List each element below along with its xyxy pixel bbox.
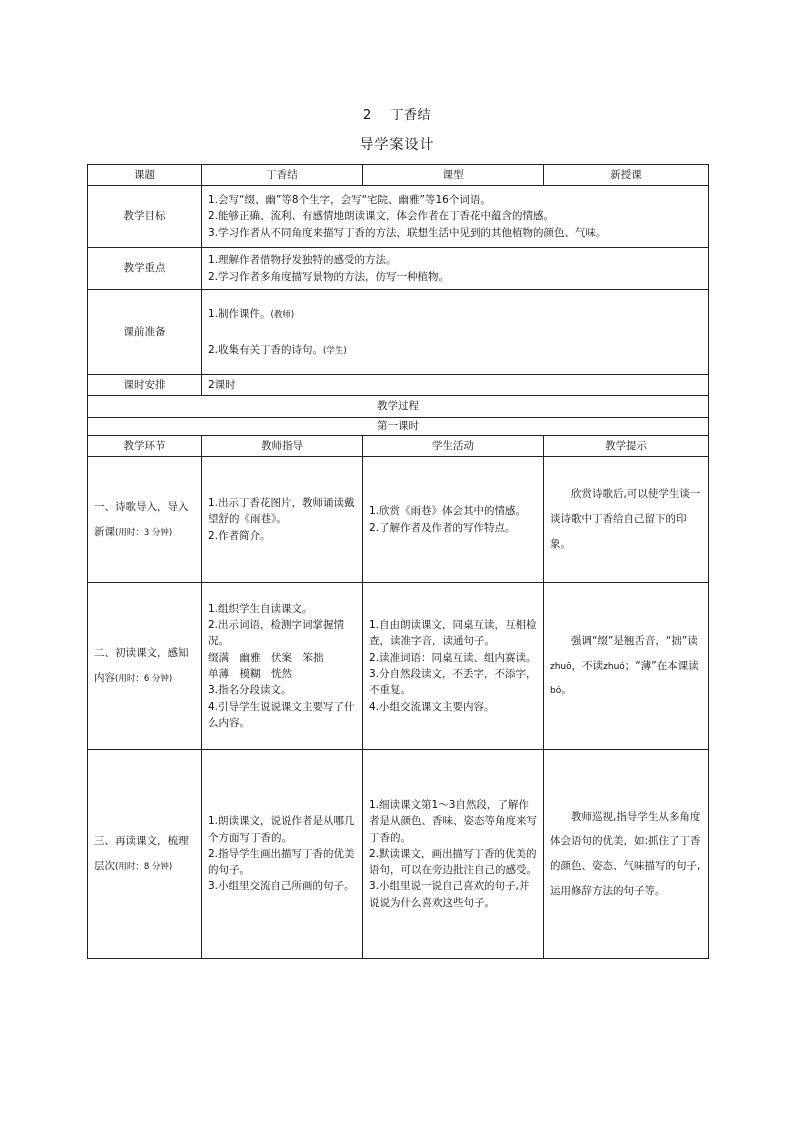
student-item: 3.小组里说一说自己喜欢的句子,并说说为什么喜欢这些句子。 <box>369 880 530 909</box>
teacher-item: 4.引导学生说说课文主要写了什么内容。 <box>208 700 355 729</box>
process-header-row <box>88 436 709 457</box>
teacher-item: 2.出示词语，检测字词掌握情况。 <box>208 619 345 648</box>
hint-text: 强调“缀”是翘舌音，“拙”读 <box>571 634 698 647</box>
student-item: 4.小组交流课文主要内容。 <box>369 700 495 713</box>
stage-time: (用时：6 分钟) <box>115 674 173 684</box>
stage-text: 二、初读课文，感知内容 <box>94 647 189 684</box>
teacher-item: 1.朗读课文，说说作者是从哪几个方面写丁香的。 <box>208 815 355 844</box>
step-hint: 欣赏诗歌后,可以使学生谈一谈诗歌中丁香给自己留下的印象。 <box>544 457 709 583</box>
hint-text: 。 <box>561 684 572 697</box>
student-item: 3.分自然段读文，不丢字，不添字，不重复。 <box>369 668 537 697</box>
preparation-row <box>88 290 709 375</box>
process-label: 教学过程 <box>88 396 709 418</box>
preparation-item: 1.制作课件。 <box>208 307 271 320</box>
step-row <box>88 457 709 583</box>
teacher-item: 3.指名分段读文。 <box>208 684 292 697</box>
stage-text: 一、诗歌导入，导入新课 <box>94 500 189 538</box>
student-item: 2.默读课文，画出描写丁香的优美的语句，可以在旁边批注自己的感受。 <box>369 847 537 877</box>
preparation-item: 2.收集有关丁香的诗句。 <box>208 344 324 356</box>
step-hint <box>544 583 709 750</box>
hint-text: ，不读 <box>571 659 604 672</box>
header-stage: 教学环节 <box>88 436 202 457</box>
key-point-item: 1.理解作者借物抒发独特的感受的方法。 <box>208 254 397 267</box>
objective-item: 1.会写“缀、幽”等8个生字，会写“宅院、幽雅”等16个词语。 <box>208 194 491 207</box>
header-student-activity: 学生活动 <box>363 436 544 457</box>
stage-time: (用时：8 分钟) <box>115 862 173 872</box>
teacher-item: 单薄 模糊 恍然 <box>208 668 292 680</box>
step-student <box>363 457 544 583</box>
objective-item: 3.学习作者从不同角度来描写丁香的方法，联想生活中见到的其他植物的颜色、气味。 <box>208 226 607 239</box>
topic-label: 课题 <box>88 165 202 186</box>
step-hint: 教师巡视,指导学生从多角度体会语句的优美，如:抓住了丁香的颜色、姿态、气味描写的句子,运用修辞方法的句子等。 <box>544 750 709 959</box>
schedule-row <box>88 375 709 396</box>
objectives-row <box>88 186 709 248</box>
schedule-label: 课时安排 <box>88 375 202 396</box>
key-points-row <box>88 248 709 290</box>
document-subtitle: 导学案设计 <box>359 137 435 153</box>
teacher-item: 2.作者简介。 <box>208 529 271 542</box>
hint-pinyin: bó <box>550 686 562 697</box>
teacher-item: 3.小组里交流自己所画的句子。 <box>208 880 355 893</box>
lesson-number: 2 <box>363 108 372 123</box>
key-points-label: 教学重点 <box>88 248 202 290</box>
preparation-role: (教师) <box>270 309 295 320</box>
objective-item: 2.能够正确、流利、有感情地朗读课文，体会作者在丁香花中蕴含的情感。 <box>208 210 555 223</box>
lesson-title <box>0 104 794 123</box>
step-row <box>88 750 709 959</box>
teacher-item: 1.组织学生自读课文。 <box>208 602 313 615</box>
stage-time: (用时：3 分钟) <box>115 527 173 538</box>
lesson-type-value: 新授课 <box>544 165 709 186</box>
preparation-role: (学生) <box>323 346 347 356</box>
key-point-item: 2.学习作者多角度描写景物的方法，仿写一种植物。 <box>208 270 450 283</box>
process-row <box>88 396 709 418</box>
step-student <box>363 750 544 959</box>
hint-pinyin: zhuō <box>550 661 572 672</box>
step-teacher <box>202 583 363 750</box>
header-teaching-tips: 教学提示 <box>544 436 709 457</box>
lesson-title-text: 丁香结 <box>390 108 431 123</box>
topic-value: 丁香结 <box>202 165 363 186</box>
step-student <box>363 583 544 750</box>
student-item: 1.欣赏《雨巷》体会其中的情感。 <box>369 505 527 518</box>
step-teacher <box>202 457 363 583</box>
student-item: 2.读准词语：同桌互读、组内赛读。 <box>369 651 537 664</box>
stage-text: 三、再读课文，梳理层次 <box>94 835 189 872</box>
step-teacher <box>202 750 363 959</box>
lesson-session-label: 第一课时 <box>88 418 709 436</box>
hint-text: ；“薄”在本课读 <box>624 659 699 672</box>
teacher-item: 缀满 幽雅 伏案 笨拙 <box>208 651 324 664</box>
student-item: 1.细读课文第1～3自然段，了解作者是从颜色、香味、姿态等角度来写丁香的。 <box>369 799 537 844</box>
lesson-type-label: 课型 <box>363 165 544 186</box>
teacher-item: 2.指导学生画出描写丁香的优美的句子。 <box>208 847 355 877</box>
student-item: 1.自由朗读课文，同桌互读，互相检查，读准字音，读通句子。 <box>369 619 537 648</box>
step-stage <box>88 457 202 583</box>
objectives-label: 教学目标 <box>88 186 202 248</box>
key-points-content <box>202 248 709 290</box>
schedule-value: 2课时 <box>202 375 709 396</box>
preparation-label: 课前准备 <box>88 290 202 375</box>
step-stage <box>88 583 202 750</box>
teacher-item: 1.出示丁香花图片，教师诵读戴望舒的《雨巷》。 <box>208 497 355 526</box>
lesson-plan-table <box>87 164 709 959</box>
header-row <box>88 165 709 186</box>
step-stage <box>88 750 202 959</box>
objectives-content <box>202 186 709 248</box>
step-row <box>88 583 709 750</box>
lesson-session-row <box>88 418 709 436</box>
hint-pinyin: zhuó <box>603 661 625 672</box>
header-teacher-guidance: 教师指导 <box>202 436 363 457</box>
student-item: 2.了解作者及作者的写作特点。 <box>369 521 516 534</box>
preparation-content <box>202 290 709 375</box>
